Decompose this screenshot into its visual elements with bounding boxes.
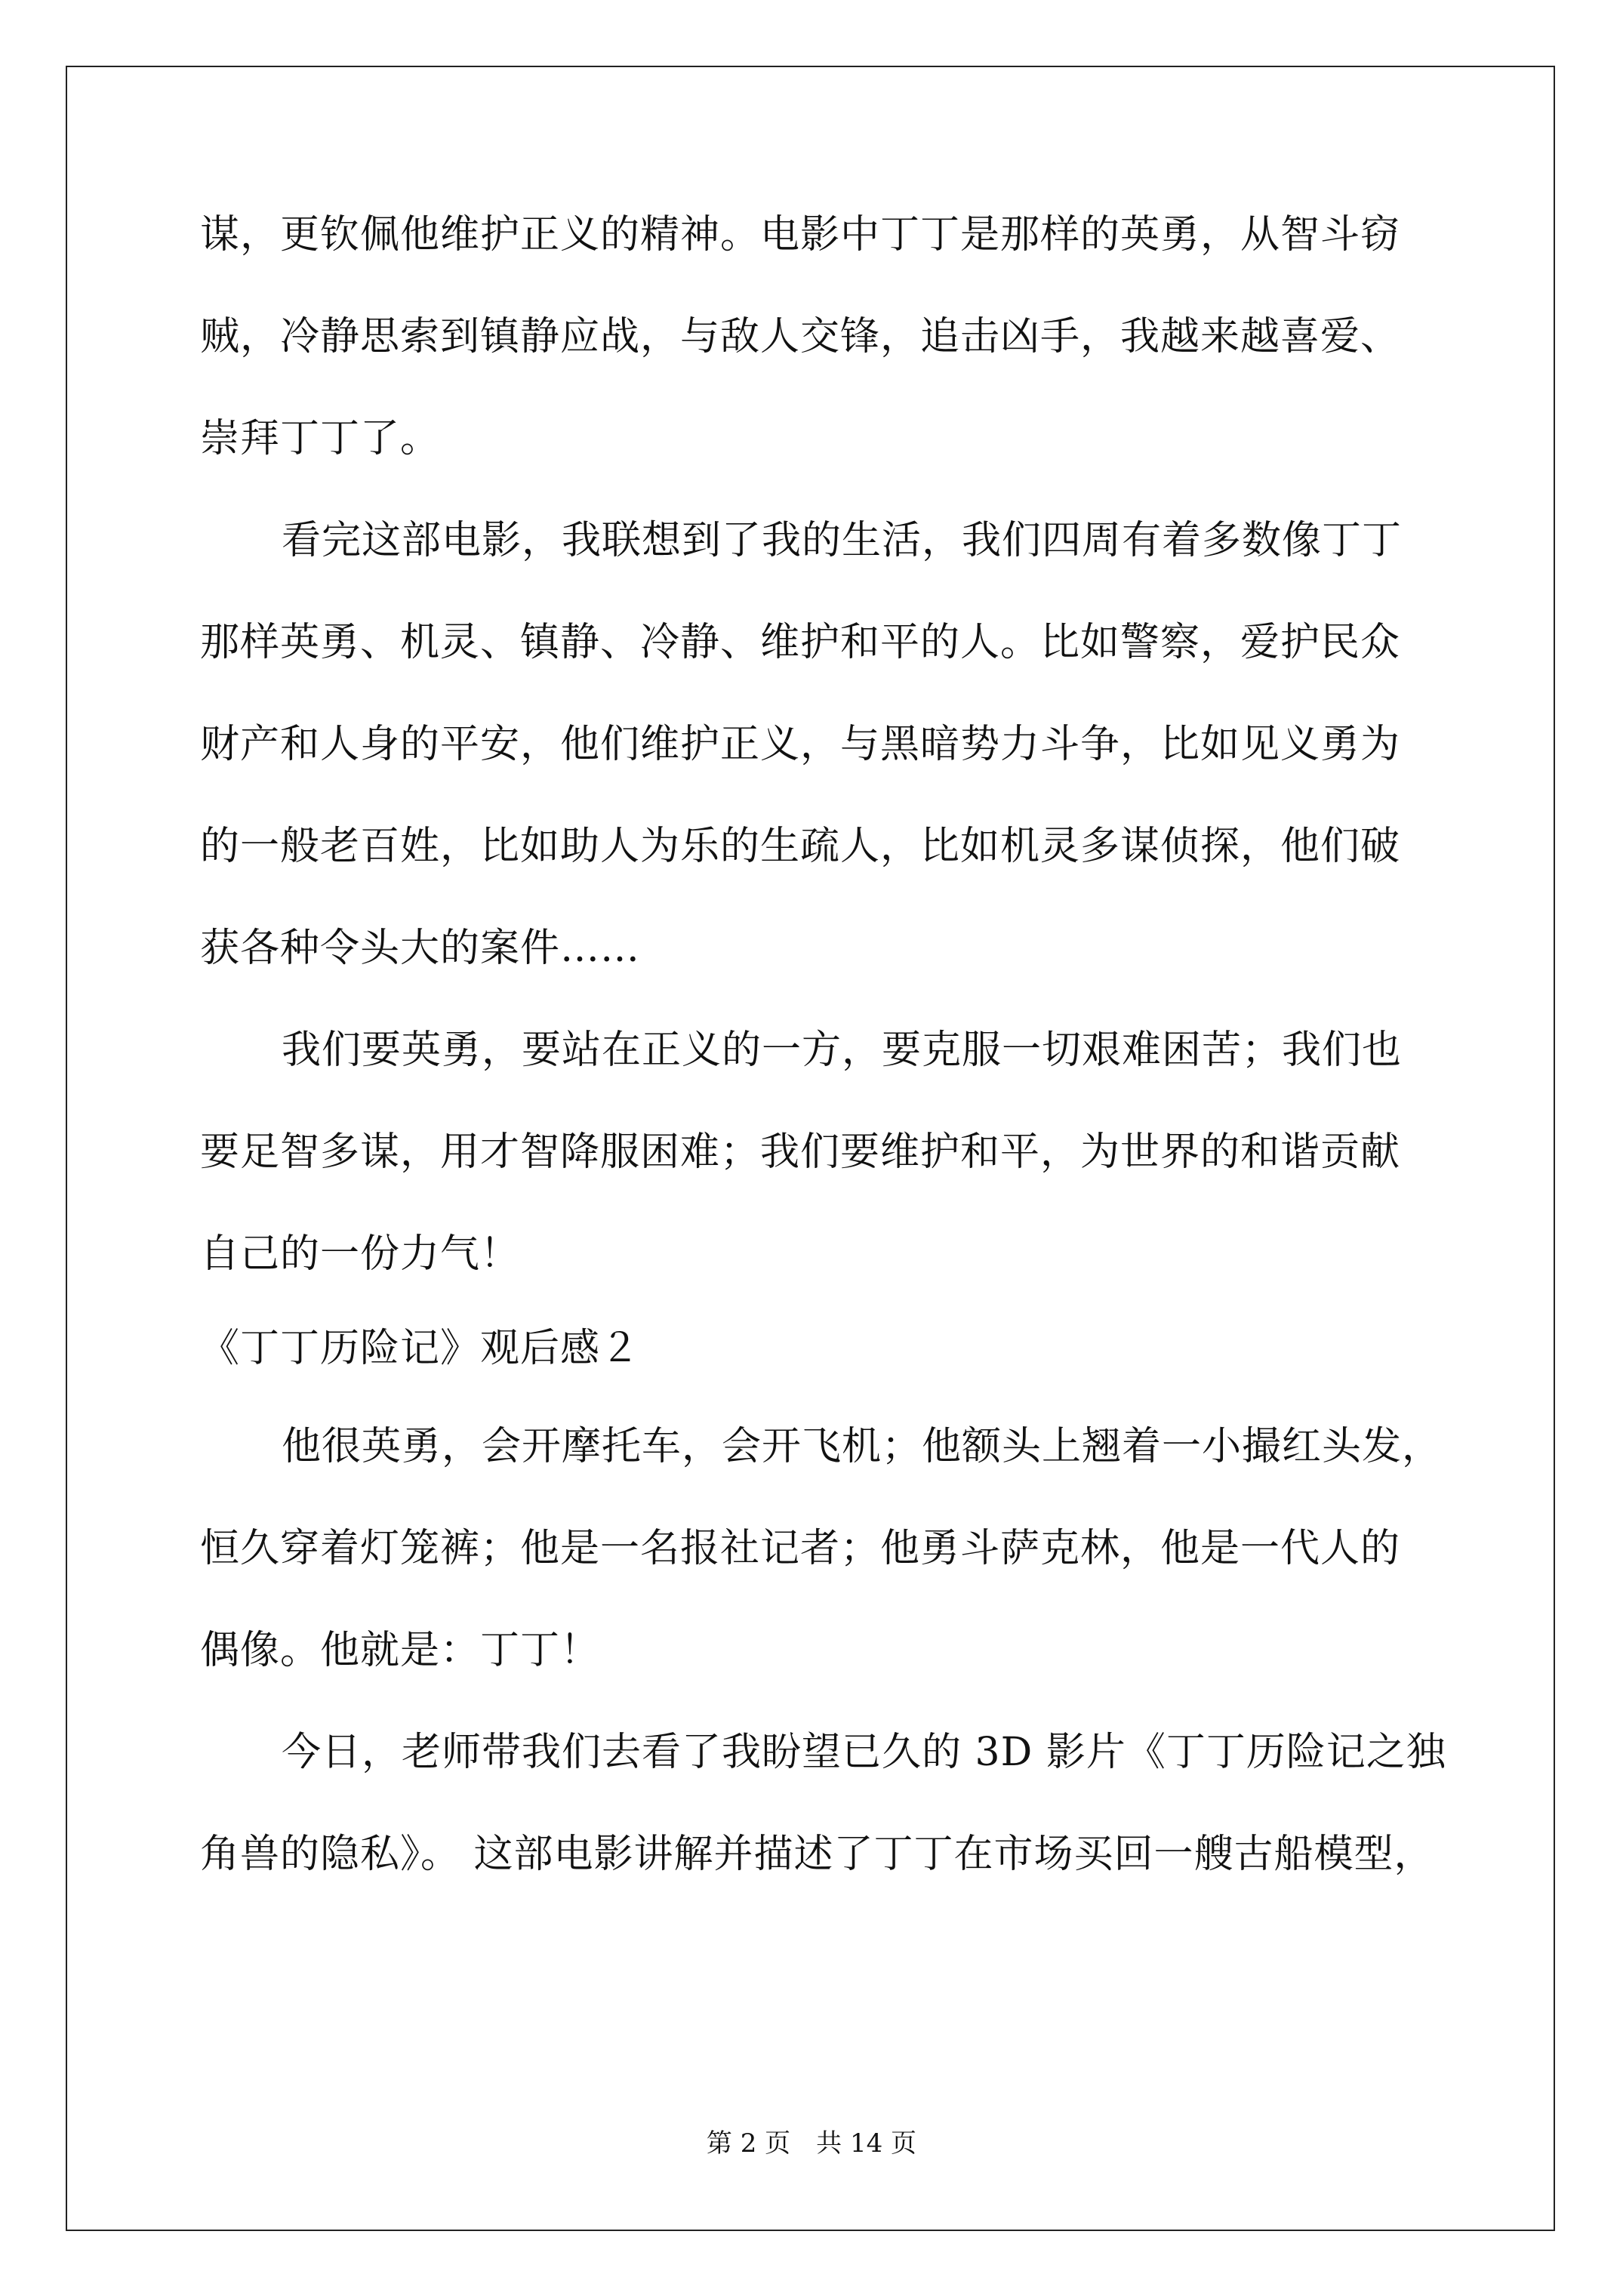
text-line: 的一般老百姓，比如助人为乐的生疏人，比如机灵多谋侦探，他们破 — [200, 824, 1401, 869]
text-line: 贼，冷静思索到镇静应战，与敌人交锋，追击凶手，我越来越喜爱、 — [200, 314, 1401, 359]
paragraph-start-line: 我们要英勇，要站在正义的一方，要克服一切艰难困苦；我们也 — [282, 1028, 1403, 1073]
text-line: 角兽的隐私》。 这部电影讲解并描述了丁丁在市场买回一艘古船模型， — [200, 1832, 1434, 1877]
paragraph-start-line: 看完这部电影，我联想到了我的生活，我们四周有着多数像丁丁 — [282, 518, 1403, 563]
paragraph-start-line: 他很英勇，会开摩托车，会开飞机；他额头上翘着一小撮红头发， — [282, 1424, 1443, 1469]
text-line: 财产和人身的平安，他们维护正义，与黑暗势力斗争，比如见义勇为 — [200, 722, 1401, 767]
paragraph-start-line: 今日，老师带我们去看了我盼望已久的 3D 影片《丁丁历险记之独 — [282, 1730, 1446, 1775]
page-number-footer: 第 2 页 共 14 页 — [706, 2128, 917, 2159]
section-heading: 《丁丁历险记》观后感２ — [200, 1326, 641, 1371]
text-line: 那样英勇、机灵、镇静、冷静、维护和平的人。比如警察，爱护民众 — [200, 620, 1401, 665]
text-line: 获各种令头大的案件…… — [200, 926, 641, 971]
text-line: 恒久穿着灯笼裤；他是一名报社记者；他勇斗萨克林，他是一代人的 — [200, 1526, 1401, 1571]
text-line: 谋，更钦佩他维护正义的精神。电影中丁丁是那样的英勇，从智斗窃 — [200, 212, 1401, 257]
text-line: 崇拜丁丁了。 — [200, 416, 441, 461]
text-line: 偶像。他就是：丁丁！ — [200, 1628, 601, 1673]
document-body — [200, 212, 1446, 1937]
text-line: 要足智多谋，用才智降服困难；我们要维护和平，为世界的和谐贡献 — [200, 1130, 1401, 1175]
text-line: 自己的一份力气！ — [200, 1231, 521, 1277]
